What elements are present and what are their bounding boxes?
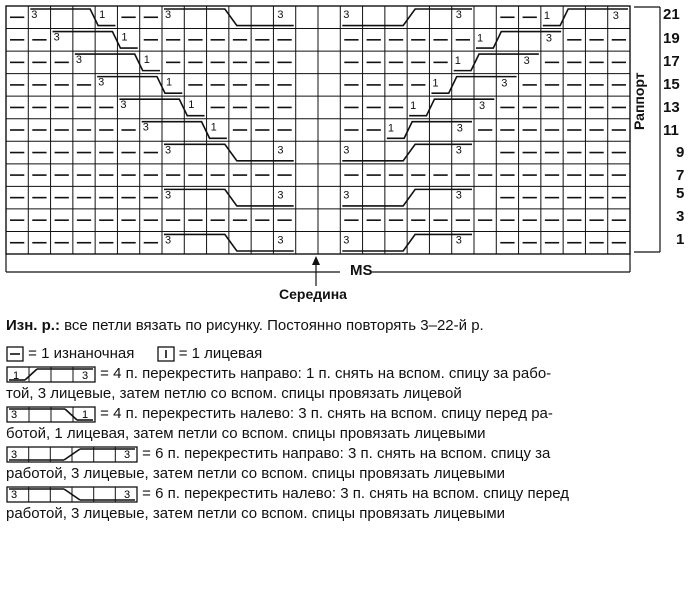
cable4-left-three: 3 [31,9,38,21]
cable4-left-one: 1 [121,31,128,44]
cable4-left-one: 1 [166,76,173,89]
cross4-right-one: 1 [13,369,20,382]
row-label-17: 17 [663,53,680,70]
cable6-three-a: 3 [165,234,172,247]
cable4-left-one: 1 [210,121,217,134]
row-label-5: 5 [676,185,685,202]
cable4-right-three: 3 [612,10,619,22]
purl-symbol-icon [6,346,24,362]
cable6-three-b: 3 [277,234,284,247]
cross6-left-three-b: 3 [124,488,131,501]
row-label-9: 9 [676,144,685,161]
cable4-left-three: 3 [98,76,105,89]
legend-intro [6,316,686,336]
cable6-three-a: 3 [343,144,350,157]
cross4-right-three: 3 [82,369,89,382]
row-label-3: 3 [676,208,685,225]
legend-intro-lead: Изн. р.: [6,317,60,334]
cable4-left-three: 3 [75,54,82,67]
cable6-three-b: 3 [277,9,284,21]
row-label-13: 13 [663,99,680,116]
cross4-right-icon [6,366,96,383]
legend-cross4-right [6,364,686,384]
cross6-right-text-a: = 6 п. перекрестить направо: 3 п. снять на вспом. спицу за [142,445,551,462]
row-label-19: 19 [663,30,680,47]
cable6-three-b: 3 [277,189,284,202]
legend-cross4-left [6,404,686,424]
cross4-right-text-a: = 4 п. перекрестить направо: 1 п. снять на вспом. спицу за рабо- [100,365,552,382]
cable4-right-three: 3 [545,32,552,45]
cable6-three-a: 3 [343,189,350,202]
cable6-three-b: 3 [277,144,284,157]
rapport-label: Раппорт [631,72,647,130]
cable4-right-three: 3 [501,77,508,90]
row-label-7: 7 [676,167,685,184]
cross6-right-icon [6,446,138,463]
cable4-right-three: 3 [479,100,486,113]
cable4-left-one: 1 [99,9,106,21]
legend-intro-text: все петли вязать по рисунку. Постоянно повторять 3–22-й р. [59,317,484,334]
cable6-three-b: 3 [455,189,462,202]
legend-cross6-left [6,484,686,504]
row-label-15: 15 [663,76,680,93]
cable4-left-one: 1 [143,54,150,67]
middle-arrow-head [312,256,320,265]
cable4-right-three: 3 [523,55,530,68]
legend-cross6-right-cont: работой, 3 лицевые, затем петли со вспом. спицы провязать лицевыми [6,465,506,482]
legend-cross6-left-cont: работой, 3 лицевые, затем петли со вспом. спицы провязать лицевыми [6,505,506,522]
cross6-right-three-a: 3 [11,448,18,461]
cable6-three-a: 3 [165,189,172,202]
cable4-right-one: 1 [454,55,461,68]
cross6-left-icon [6,486,138,503]
knit-symbol-icon [157,346,175,362]
row-label-1: 1 [676,231,685,248]
cable4-right-one: 1 [543,10,550,22]
cable6-three-a: 3 [165,144,172,157]
row-label-11: 11 [663,122,679,139]
knit-text: = 1 лицевая [178,345,263,362]
cross6-left-text-a: = 6 п. перекрестить налево: 3 п. снять на вспом. спицу перед [142,485,570,502]
row-label-21: 21 [663,6,680,23]
cable6-three-a: 3 [343,234,350,247]
cross4-left-text-a: = 4 п. перекрестить налево: 3 п. снять на вспом. спицу перед ра- [100,405,553,422]
purl-text: = 1 изнаночная [28,345,135,362]
legend-basic [6,344,686,364]
cable6-three-b: 3 [455,9,462,21]
cable4-left-one: 1 [188,99,195,112]
cross6-left-three-a: 3 [11,488,18,501]
cable4-right-three: 3 [456,122,463,135]
cross4-left-icon [6,406,96,423]
cable6-three-a: 3 [165,9,172,21]
legend-cross4-left-cont: ботой, 1 лицевая, затем петли со вспом. спицы провязать лицевыми [6,425,486,442]
cable4-right-one: 1 [432,77,439,90]
cross4-left-one: 1 [82,408,89,421]
cross6-right-three-b: 3 [124,448,131,461]
cable4-left-three: 3 [53,31,60,44]
cable6-three-b: 3 [455,234,462,247]
cable4-right-one: 1 [387,122,394,135]
cable4-left-three: 3 [120,99,127,112]
ms-label: MS [350,262,373,279]
cable4-right-one: 1 [477,32,484,45]
legend [6,316,686,524]
cable6-three-b: 3 [455,144,462,157]
cable4-right-one: 1 [410,100,417,113]
cable6-three-a: 3 [343,9,350,21]
cable4-left-three: 3 [142,121,149,134]
cross4-left-three: 3 [11,408,18,421]
middle-label: Середина [279,286,347,302]
legend-cross6-right [6,444,686,464]
legend-cross4-right-cont: той, 3 лицевые, затем петлю со вспом. спицы провязать лицевой [6,385,462,402]
